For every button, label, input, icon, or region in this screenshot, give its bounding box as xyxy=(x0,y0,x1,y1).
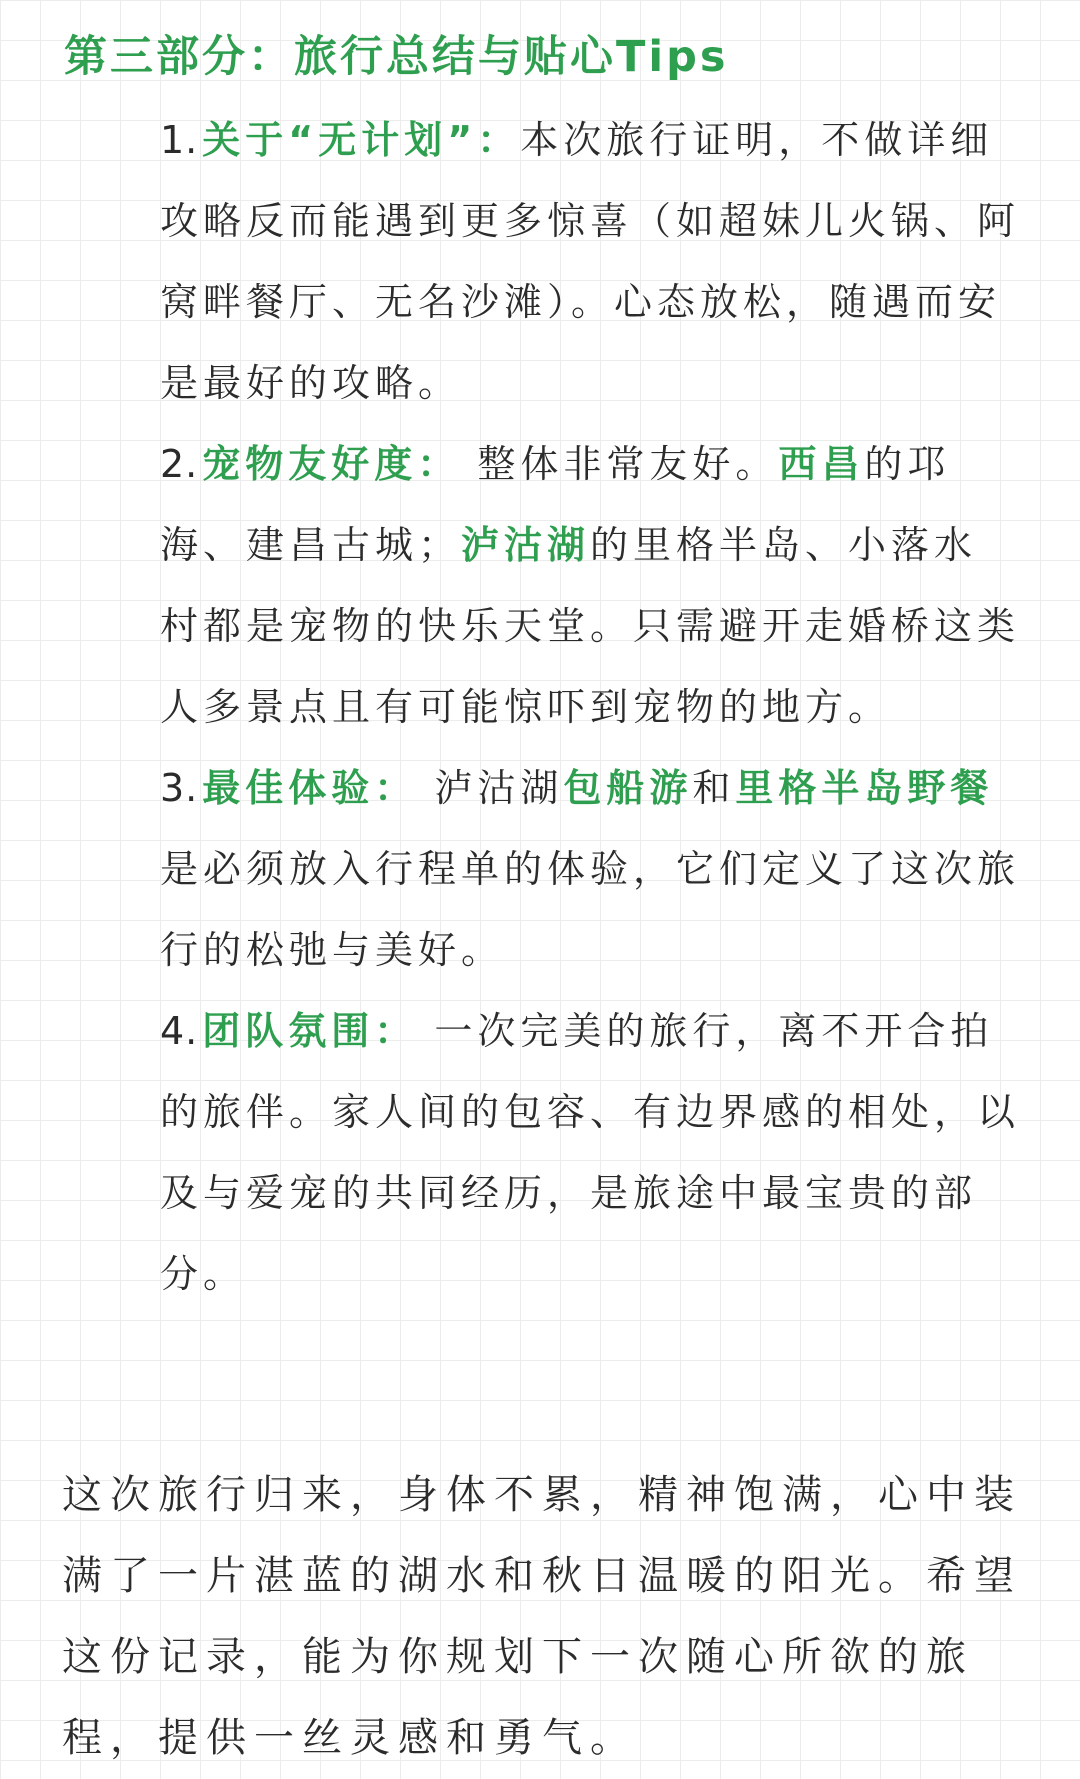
tip-highlight-text: 宠物友好度： xyxy=(202,442,461,486)
tip-item xyxy=(160,991,1020,1315)
tip-body-text: 整体非常友好。 xyxy=(460,442,779,486)
tip-item xyxy=(160,424,1020,748)
tip-highlight-text: 里格半岛野餐 xyxy=(735,766,994,810)
tip-highlight-text: 包船游 xyxy=(563,766,693,810)
tip-item xyxy=(160,748,1020,991)
tip-highlight-text: 关于“无计划”： xyxy=(202,118,521,162)
tip-highlight-text: 团队氛围： xyxy=(202,1009,418,1053)
tip-number: 1. xyxy=(160,118,199,162)
tip-body-text: 和 xyxy=(692,766,736,810)
tip-body-text: 泸沽湖 xyxy=(417,766,564,810)
tip-body-text: 本次旅行证明，不做详细攻略反而能遇到更多惊喜（如超妹儿火锅、阿窝畔餐厅、无名沙滩）。心态放松，随遇而安是最好的攻略。 xyxy=(160,118,1021,405)
section-title: 第三部分：旅行总结与贴心Tips xyxy=(64,32,729,82)
tip-body-text: 的里格半岛、小落水村都是宠物的快乐天堂。只需避开走婚桥这类人多景点且有可能惊吓到宠物的地方。 xyxy=(160,523,1021,729)
tip-body-text: 一次完美的旅行，离不开合拍的旅伴。家人间的包容、有边界感的相处，以及与爱宠的共同经历，是旅途中最宝贵的部分。 xyxy=(160,1009,1021,1296)
tip-number: 3. xyxy=(160,766,199,810)
tip-number: 4. xyxy=(160,1009,199,1053)
tip-body-text: 的邛海、建昌古城； xyxy=(160,442,951,567)
tip-highlight-text: 最佳体验： xyxy=(202,766,418,810)
tip-highlight-text: 西昌 xyxy=(778,442,865,486)
tip-body-text: 是必须放入行程单的体验，它们定义了这次旅行的松弛与美好。 xyxy=(160,847,1021,972)
tips-list xyxy=(160,100,1020,1315)
tip-item xyxy=(160,100,1020,424)
tip-number: 2. xyxy=(160,442,199,486)
closing-paragraph: 这次旅行归来，身体不累，精神饱满，心中装满了一片湛蓝的湖水和秋日温暖的阳光。希望这份记录，能为你规划下一次随心所欲的旅程，提供一丝灵感和勇气。 xyxy=(62,1472,1022,1761)
tip-highlight-text: 泸沽湖 xyxy=(461,523,591,567)
